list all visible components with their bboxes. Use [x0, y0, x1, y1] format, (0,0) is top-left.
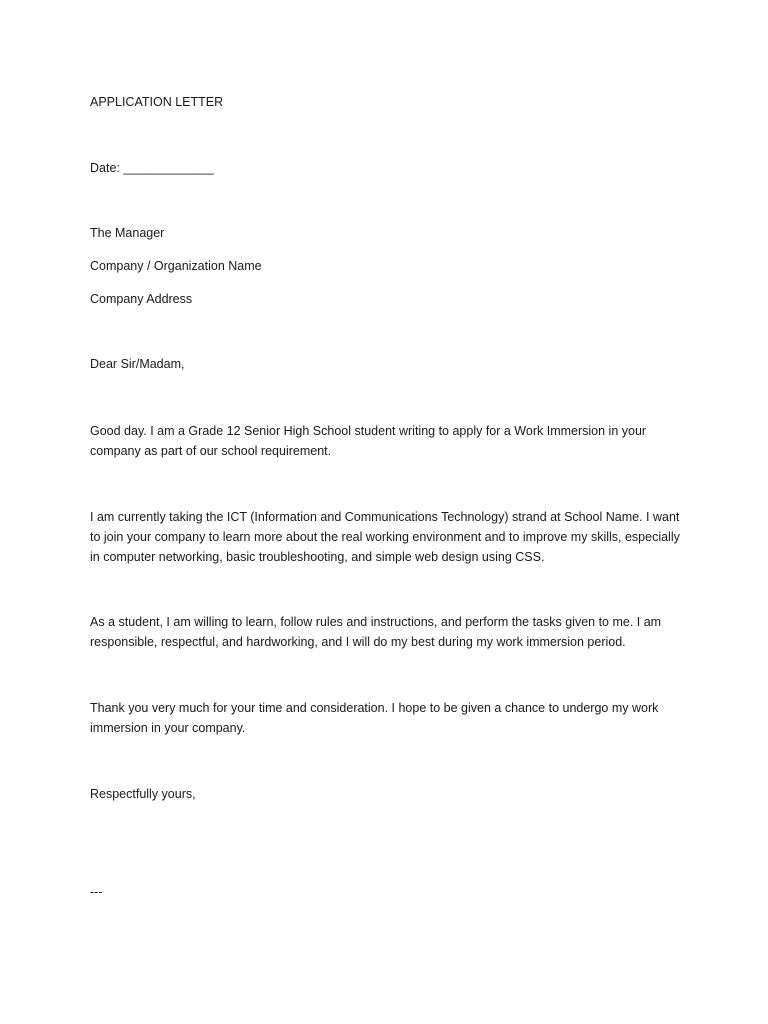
recipient-organization: Company / Organization Name — [90, 259, 262, 273]
letter-heading: APPLICATION LETTER — [90, 95, 224, 109]
body-paragraph: I am currently taking the ICT (Information and Communications Technology) strand at School Name. I want to join your company to learn more about the real working environment and to improve my skills, especially in computer networking, basic troubleshooting, and simple web design using CSS. — [90, 510, 684, 564]
salutation: Dear Sir/Madam, — [90, 357, 185, 371]
body-paragraph: Thank you very much for your time and consideration. I hope to be given a chance to undergo my work immersion in your company. — [90, 701, 662, 735]
recipient-name: The Manager — [90, 226, 165, 240]
date-line: Date: _____________ — [90, 161, 214, 175]
body-paragraph: Good day. I am a Grade 12 Senior High School student writing to apply for a Work Immersion in your company as part of our school requirement. — [90, 424, 650, 458]
body-paragraph: As a student, I am willing to learn, follow rules and instructions, and perform the tasks given to me. I am responsible, respectful, and hardworking, and I will do my best during my work immersion period. — [90, 615, 665, 649]
separator: --- — [90, 885, 103, 899]
closing: Respectfully yours, — [90, 787, 196, 801]
recipient-address: Company Address — [90, 292, 193, 306]
